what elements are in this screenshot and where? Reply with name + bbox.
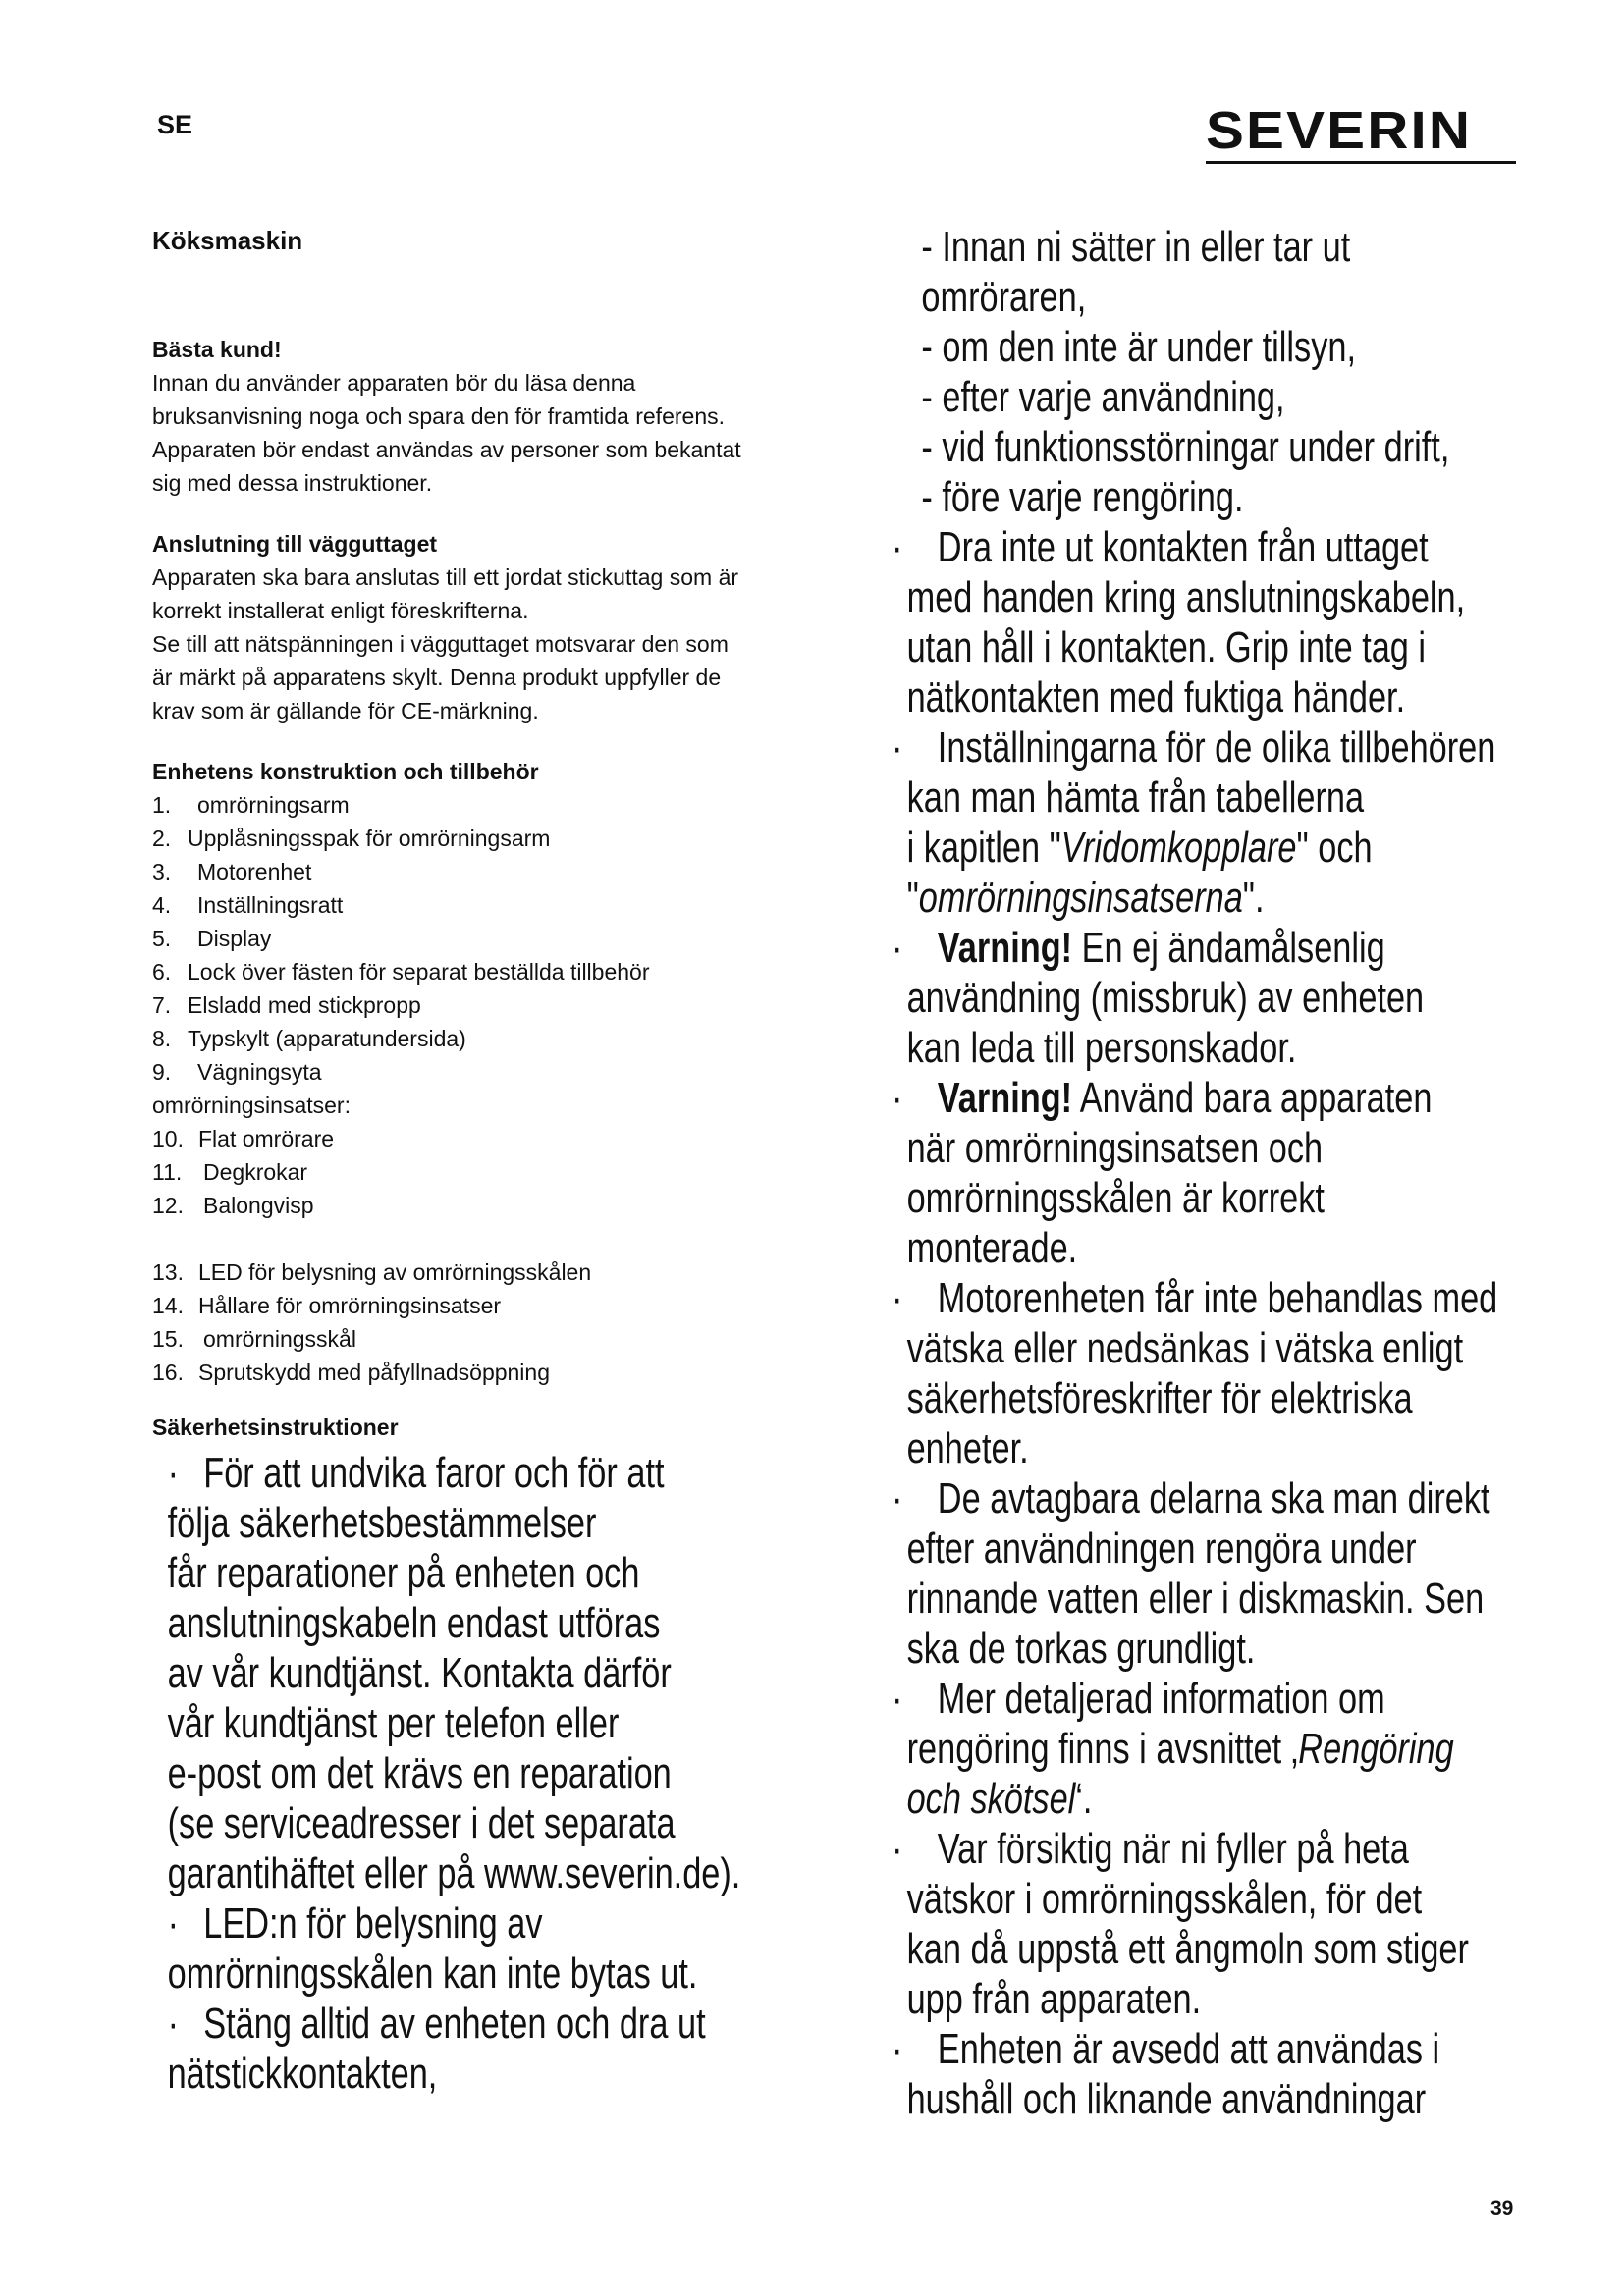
text-run: rengöring finns i avsnittet ‚ [906, 1725, 1299, 1773]
list-item-text: Display [197, 926, 272, 951]
bullet-line: nätkontakten med fuktiga händer. [906, 673, 1406, 721]
parts-heading: Enhetens konstruktion och tillbehör [152, 759, 539, 784]
bullet-line: e-post om det krävs en reparation [167, 1749, 672, 1797]
list-item-text: Flat omrörare [198, 1126, 335, 1151]
safety-bullet [152, 1999, 819, 2099]
bullet-line: vätska eller nedsänkas i vätska enligt [906, 1324, 1464, 1372]
bullet-line: följa säkerhetsbestämmelser [167, 1499, 597, 1547]
list-item [152, 955, 839, 988]
connection-line: korrekt installerat enligt föreskrifterna. [152, 598, 529, 623]
bullet-marker: · [892, 1825, 903, 1873]
bullet-line: (se serviceadresser i det separata [167, 1799, 676, 1847]
greeting-line: sig med dessa instruktioner. [152, 470, 433, 496]
list-item [152, 1189, 839, 1222]
dash-line: - Innan ni sätter in eller tar ut [921, 223, 1351, 271]
list-item-number: 14. [152, 1293, 184, 1318]
bullet-line: Mer detaljerad information om [937, 1675, 1385, 1723]
bullet-marker: · [892, 924, 903, 972]
section-reference: Rengöring [1298, 1725, 1454, 1773]
list-item-text: Motorenhet [197, 859, 312, 884]
warning-label: Varning! [937, 924, 1073, 972]
bullet-line: utan håll i kontakten. Grip inte tag i [906, 623, 1427, 671]
bullet-line: Var försiktig när ni fyller på heta [937, 1825, 1409, 1873]
parts-subheading: omrörningsinsatser: [152, 1093, 351, 1118]
bullet-line: med handen kring anslutningskabeln, [906, 573, 1466, 621]
bullet-line: Motorenheten får inte behandlas med [937, 1274, 1498, 1322]
list-item-number: 3. [152, 859, 172, 884]
text-run: " och [1296, 824, 1373, 872]
bullet-line: Dra inte ut kontakten från uttaget [937, 523, 1429, 571]
list-item-number: 15. [152, 1326, 184, 1352]
list-item-text: Hållare för omrörningsinsatser [198, 1293, 502, 1318]
bullet-marker: · [167, 2000, 180, 2048]
list-item-text: Inställningsratt [197, 892, 344, 918]
safety-bullets [152, 1448, 819, 2099]
bullet-line: efter användningen rengöra under [906, 1524, 1417, 1573]
right-column [892, 222, 1558, 2124]
bullet-marker: · [892, 523, 903, 571]
chapter-reference: omrörningsinsatserna [918, 874, 1243, 922]
bullet-line: hushåll och liknande användningar [906, 2075, 1427, 2123]
bullet-line [892, 823, 1558, 873]
bullet-marker: · [892, 1474, 903, 1522]
list-item-number: 10. [152, 1126, 184, 1151]
list-item-number: 5. [152, 926, 172, 951]
list-item-number: 6. [152, 959, 172, 985]
bullet-line: anslutningskabeln endast utföras [167, 1599, 661, 1647]
list-item-text: omrörningsskål [203, 1326, 356, 1352]
bullet-line: ska de torkas grundligt. [906, 1625, 1256, 1673]
list-item [152, 1289, 839, 1322]
bullet-line [892, 1073, 1558, 1123]
list-item-text: Typskylt (apparatundersida) [188, 1026, 466, 1051]
brand-logo: SEVERIN [1206, 101, 1473, 160]
bullet-line: enheter. [906, 1424, 1029, 1472]
bullet-line: nätstickkontakten, [167, 2050, 438, 2098]
connection-line: är märkt på apparatens skylt. Denna produkt uppfyller de [152, 665, 722, 690]
bullet-line: upp från apparaten. [906, 1975, 1202, 2023]
connection-line: Se till att nätspänningen i vägguttaget motsvarar den som [152, 631, 729, 657]
safety-bullet [892, 1674, 1558, 1824]
list-item [152, 1255, 839, 1289]
safety-bullet [152, 1898, 819, 1999]
section-reference: och skötsel [906, 1775, 1076, 1823]
bullet-line: Stäng alltid av enheten och dra ut [203, 2000, 706, 2048]
page-number: 39 [1490, 2197, 1514, 2219]
list-item-text: LED för belysning av omrörningsskålen [198, 1259, 592, 1285]
warning-bullet [892, 1073, 1558, 1273]
safety-bullet [892, 522, 1558, 722]
bullet-line: För att undvika faror och för att [203, 1449, 665, 1497]
list-item-number: 16. [152, 1360, 184, 1385]
bullet-line [892, 923, 1558, 973]
list-item [152, 888, 839, 922]
bullet-line: omrörningsskålen kan inte bytas ut. [167, 1949, 698, 1998]
bullet-line: säkerhetsföreskrifter för elektriska [906, 1374, 1413, 1422]
list-subheading [152, 1089, 839, 1122]
bullet-marker: · [167, 1449, 180, 1497]
dash-line: - efter varje användning, [921, 373, 1285, 421]
bullet-marker: · [892, 1074, 903, 1122]
dash-line: omröraren, [921, 273, 1087, 321]
list-item-number: 1. [152, 792, 172, 818]
bullet-line: monterade. [906, 1224, 1078, 1272]
chapter-reference: Vridomkopplare [1060, 824, 1297, 872]
bullet-line: LED:n för belysning av [203, 1899, 543, 1948]
bullet-line: kan då uppstå ett ångmoln som stiger [906, 1925, 1469, 1973]
bullet-line: får reparationer på enheten och [167, 1549, 640, 1597]
list-item [152, 1322, 839, 1356]
bullet-line: kan leda till personskador. [906, 1024, 1297, 1072]
text-run: " [906, 874, 919, 922]
text-run: ‘. [1075, 1775, 1093, 1823]
connection-line: Apparaten ska bara anslutas till ett jordat stickuttag som är [152, 564, 739, 590]
connection-heading: Anslutning till vägguttaget [152, 531, 438, 557]
greeting-section [152, 333, 839, 500]
document-title: Köksmaskin [152, 226, 303, 255]
safety-heading: Säkerhetsinstruktioner [152, 1415, 399, 1440]
list-item [152, 1055, 839, 1089]
list-item-text: Degkrokar [203, 1159, 308, 1185]
list-item-number: 12. [152, 1193, 184, 1218]
list-item-text: Lock över fästen för separat beställda tillbehör [188, 959, 650, 985]
bullet-line [892, 873, 1558, 923]
list-item-text: Upplåsningsspak för omrörningsarm [188, 826, 551, 851]
list-item-text: omrörningsarm [197, 792, 350, 818]
list-item-text: Elsladd med stickpropp [188, 992, 421, 1018]
list-item [152, 1356, 839, 1389]
text-run: En ej ändamålsenlig [1072, 924, 1385, 972]
bullet-line: rinnande vatten eller i diskmaskin. Sen [906, 1575, 1485, 1623]
list-item-text: Vägningsyta [197, 1059, 322, 1085]
safety-bullet [892, 1473, 1558, 1674]
greeting-line: Innan du använder apparaten bör du läsa denna [152, 370, 636, 396]
connection-line: krav som är gällande för CE-märkning. [152, 698, 539, 723]
text-run: Använd bara apparaten [1072, 1074, 1433, 1122]
left-column [152, 226, 839, 2099]
safety-bullet [892, 1273, 1558, 1473]
brand-underline [1206, 161, 1516, 164]
list-item-number: 8. [152, 1026, 172, 1051]
bullet-line [892, 1724, 1558, 1774]
list-item [152, 1155, 839, 1189]
dash-line: - före varje rengöring. [921, 473, 1244, 521]
list-item-number: 4. [152, 892, 172, 918]
text-run: i kapitlen " [906, 824, 1061, 872]
bullet-line: kan man hämta från tabellerna [906, 774, 1365, 822]
list-item-number: 13. [152, 1259, 184, 1285]
safety-bullet [892, 1824, 1558, 2024]
list-item-number: 11. [152, 1159, 183, 1185]
bullet-line: omrörningsskålen är korrekt [906, 1174, 1325, 1222]
dash-line: - om den inte är under tillsyn, [921, 323, 1356, 371]
connection-section [152, 527, 839, 727]
language-code: SE [157, 110, 193, 139]
dash-list [892, 222, 1558, 522]
bullet-marker: · [892, 723, 903, 772]
greeting-line: bruksanvisning noga och spara den för framtida referens. [152, 403, 725, 429]
bullet-marker: · [892, 1675, 903, 1723]
list-item [152, 1122, 839, 1155]
list-item-number: 9. [152, 1059, 172, 1085]
list-item-text: Sprutskydd med påfyllnadsöppning [198, 1360, 551, 1385]
safety-bullet [892, 722, 1558, 923]
list-item-text: Balongvisp [203, 1193, 314, 1218]
bullet-line: av vår kundtjänst. Kontakta därför [167, 1649, 672, 1697]
bullet-line: användning (missbruk) av enheten [906, 974, 1425, 1022]
bullet-line: Inställningarna för de olika tillbehören [937, 723, 1496, 772]
dash-line: - vid funktionsstörningar under drift, [921, 423, 1450, 471]
list-item [152, 855, 839, 888]
list-item [152, 922, 839, 955]
list-item [152, 1022, 839, 1055]
safety-bullet [152, 1448, 819, 1898]
greeting-heading: Bästa kund! [152, 337, 282, 362]
warning-bullet [892, 923, 1558, 1073]
bullet-line: De avtagbara delarna ska man direkt [937, 1474, 1490, 1522]
list-item-number: 2. [152, 826, 172, 851]
bullet-marker: · [892, 2025, 903, 2073]
bullet-line: när omrörningsinsatsen och [906, 1124, 1324, 1172]
greeting-line: Apparaten bör endast användas av personer som bekantat [152, 437, 741, 462]
list-item [152, 988, 839, 1022]
warning-label: Varning! [937, 1074, 1073, 1122]
text-run: ". [1242, 874, 1265, 922]
safety-bullet [892, 2024, 1558, 2124]
bullet-line: vår kundtjänst per telefon eller [167, 1699, 620, 1747]
parts-section [152, 755, 839, 1389]
bullet-line: vätskor i omrörningsskålen, för det [906, 1875, 1423, 1923]
bullet-marker: · [892, 1274, 903, 1322]
list-item-number: 7. [152, 992, 172, 1018]
bullet-line: Enheten är avsedd att användas i [937, 2025, 1440, 2073]
list-spacer [152, 1222, 839, 1255]
bullet-line: garantihäftet eller på www.severin.de). [167, 1849, 741, 1897]
list-item [152, 822, 839, 855]
list-item [152, 788, 839, 822]
bullet-marker: · [167, 1899, 180, 1948]
bullet-line [892, 1774, 1558, 1824]
parts-list [152, 788, 839, 1389]
